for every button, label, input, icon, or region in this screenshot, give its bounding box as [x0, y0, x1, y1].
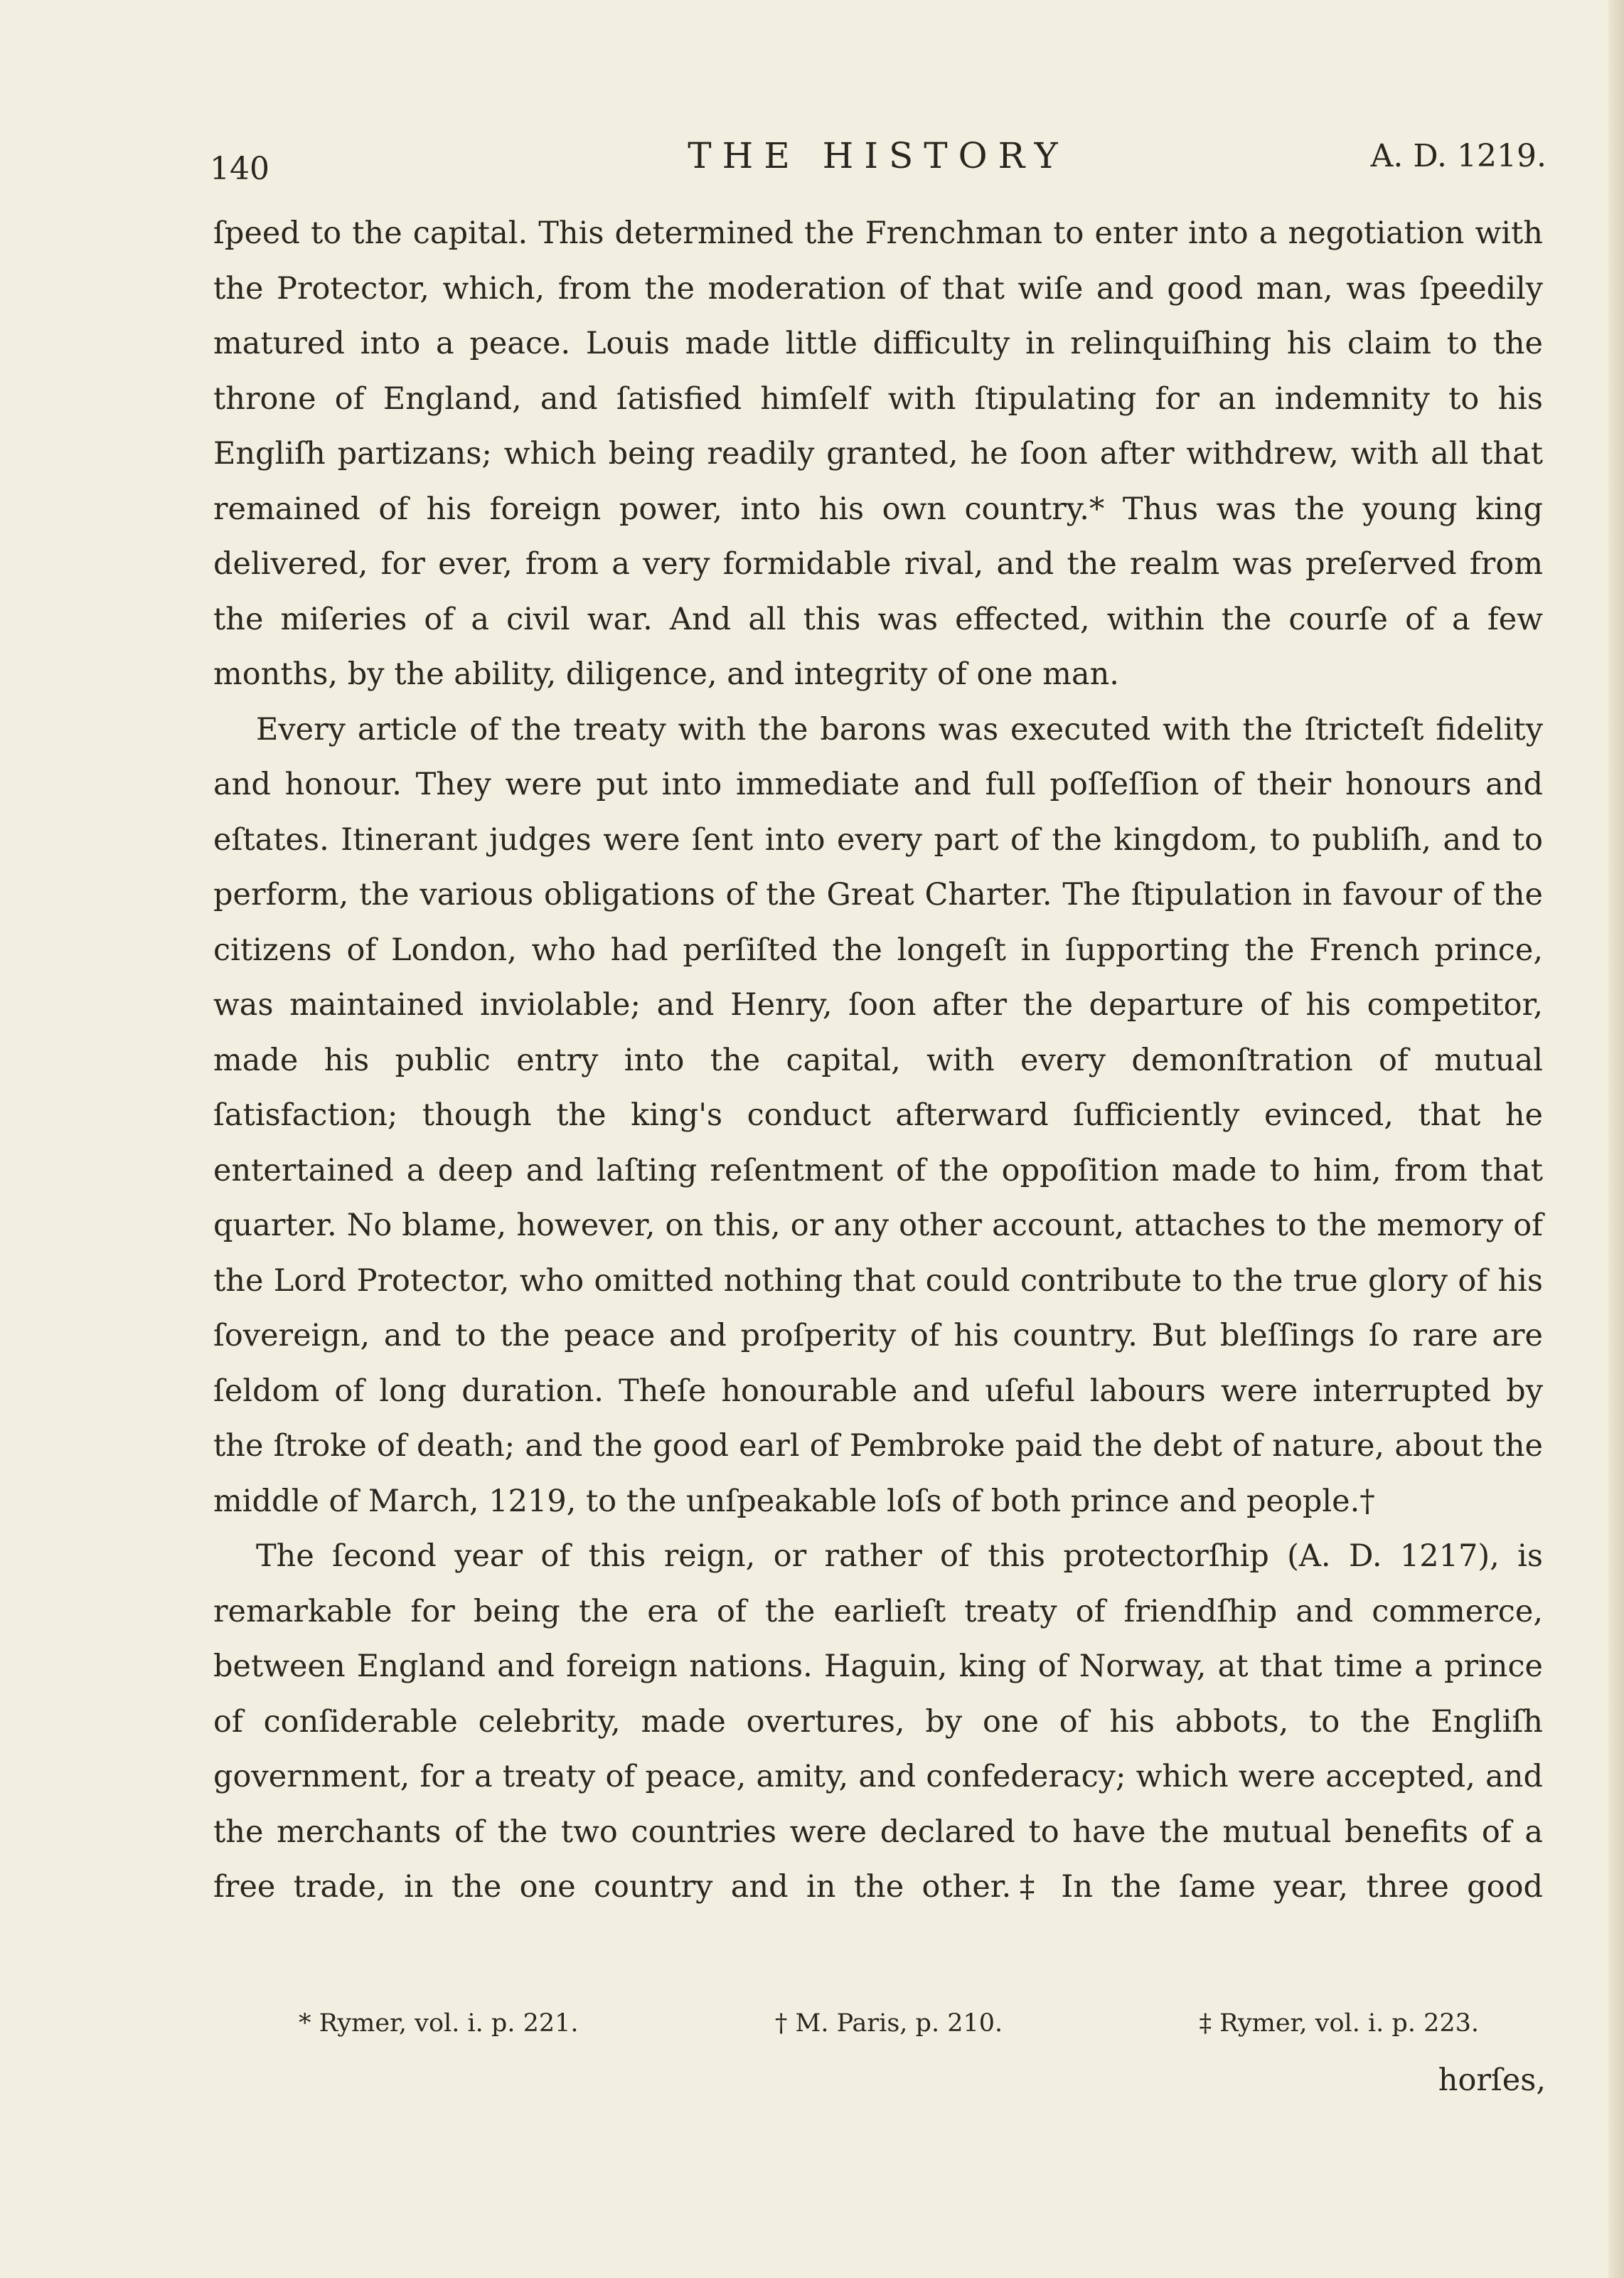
catchword: horſes,	[1438, 2063, 1546, 2098]
paragraph: Every article of the treaty with the barons was executed with the ſtricteſt fidelity and honour. They were put into immediate and full poſſeſſion of their honours and eſtates. Itinerant judges were ſent into every part of the kingdom, to publiſh, and to perform, the various obligations of the Great Charter. The ſtipulation in favour of the citizens of London, who had perſiſted the longeſt in ſupporting the French prince, was maintained inviolable; and Henry, ſoon after the departure of his competitor, made his public entry into the capital, with every demonſtration of mutual ſatisfaction; though the king's conduct afterward ſufficiently evinced, that he entertained a deep and laſting reſentment of the oppoſition made to him, from that quarter. No blame, however, on this, or any other account, attaches to the memory of the Lord Protector, who omitted nothing that could contribute to the true glory of his ſovereign, and to the peace and proſperity of his country. But bleſſings ſo rare are ſeldom of long duration. Theſe honourable and uſeful labours were interrupted by the ſtroke of death; and the good earl of Pembroke paid the debt of nature, about the middle of March, 1219, to the unſpeakable loſs of both prince and people.†	[213, 711, 1543, 1519]
page-edge	[1608, 0, 1624, 2278]
page-number: 140	[210, 151, 269, 187]
header-date: A. D. 1219.	[1370, 138, 1546, 174]
paragraph: ſpeed to the capital. This determined the Frenchman to enter into a negotiation with the Protector, which, from the moderation of that wiſe and good man, was ſpeedily matured into a peace. Louis made little difficulty in relinquiſhing his claim to the throne of England, and ſatisfied himſelf with ſtipulating for an indemnity to his Engliſh partizans; which being readily granted, he ſoon after withdrew, with all that remained of his foreign power, into his own country.* Thus was the young king delivered, for ever, from a very formidable rival, and the realm was preſerved from the miſeries of a civil war. And all this was effected, within the courſe of a few months, by the ability, diligence, and integrity of one man.	[213, 215, 1543, 692]
page-header	[210, 135, 1546, 185]
paragraph: The ſecond year of this reign, or rather of this protectorſhip (A. D. 1217), is remarkable for being the era of the earlieſt treaty of friendſhip and commerce, between England and foreign nations. Haguin, king of Norway, at that time a prince of conſiderable celebrity, made overtures, by one of his abbots, to the Engliſh government, for a treaty of peace, amity, and confederacy; which were accepted, and the merchants of the two countries were declared to have the mutual benefits of a free trade, in the one country and in the other.‡ In the ſame year, three good	[213, 1538, 1543, 1905]
footnote: ‡ Rymer, vol. i. p. 223.	[1199, 2009, 1479, 2038]
footnotes	[299, 2009, 1479, 2038]
body-text	[213, 206, 1543, 1915]
running-head: THE HISTORY	[688, 135, 1069, 176]
footnote: † M. Paris, p. 210.	[774, 2009, 1003, 2038]
footnote: * Rymer, vol. i. p. 221.	[299, 2009, 579, 2038]
